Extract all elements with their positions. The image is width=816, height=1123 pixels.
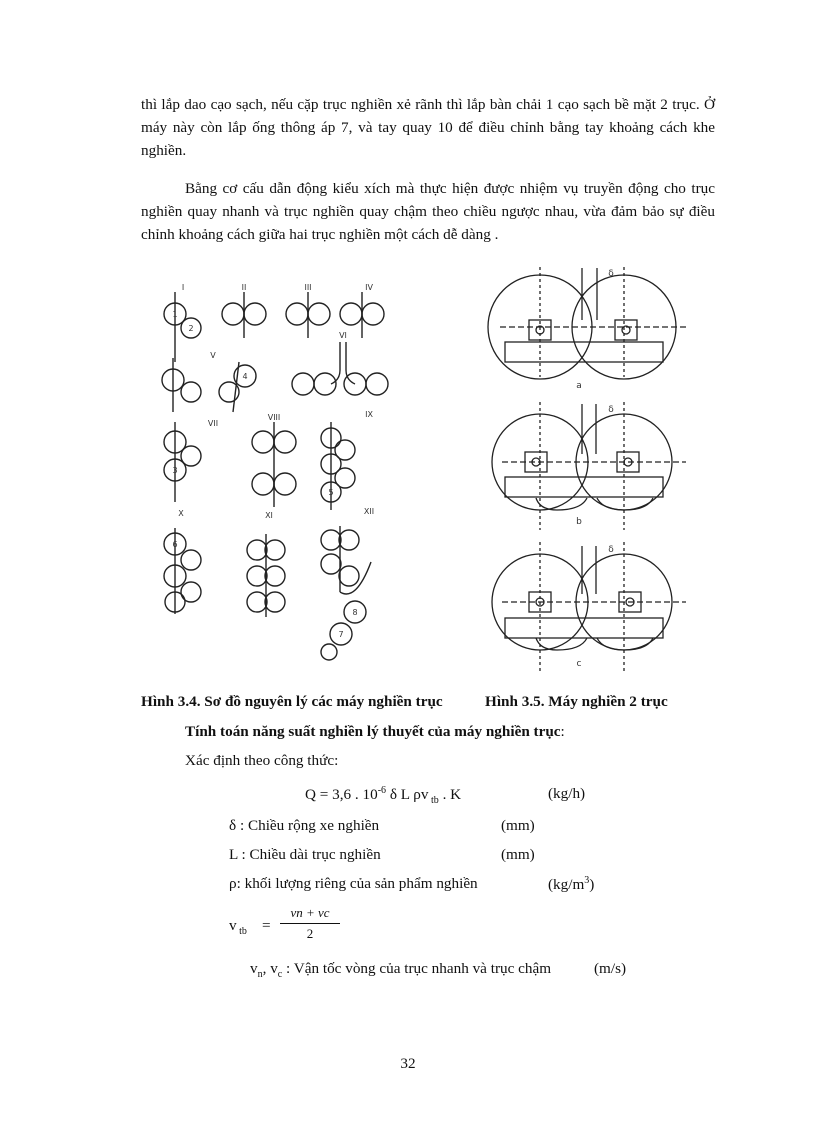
section-heading: Tính toán năng suất nghiền lý thuyết của máy nghiền trục: xyxy=(185,723,565,740)
speed-unit: (m/s) xyxy=(594,960,627,977)
roman-label: VI xyxy=(339,331,347,340)
view-label-b: b xyxy=(576,517,582,527)
roman-label: VII xyxy=(207,419,219,428)
roman-label: IX xyxy=(365,410,373,419)
var-delta: δ : Chiều rộng xe nghiền xyxy=(229,817,380,834)
caption-figure-3-5: Hình 3.5. Máy nghiền 2 trục xyxy=(485,693,668,710)
figure-3-5-two-roller-mill xyxy=(488,267,686,672)
formula-intro: Xác định theo công thức: xyxy=(185,752,339,769)
vtb-lhs: v $_{tb}$ xyxy=(229,917,247,938)
roller-number: 5 xyxy=(328,488,334,497)
paragraph-2: Bằng cơ cấu dẫn động kiểu xích mà thực hiện được nhiệm vụ truyền động cho trục nghiền quay nhanh và trục nghiền quay chậm theo chiều ngược nhau, vừa đảm bảo sự điều chỉnh khoảng cách giữa hai trục nghiền một cách dễ dàng . xyxy=(141,180,715,243)
roman-label: IV xyxy=(365,283,373,292)
var-rho: ρ: khối lượng riêng của sản phẩm nghiền xyxy=(229,875,478,892)
roller-number: 4 xyxy=(242,372,248,381)
vtb-denominator: 2 xyxy=(306,926,314,941)
page-number: 32 xyxy=(400,1055,416,1072)
roman-label: XI xyxy=(265,511,273,520)
roller-number: 3 xyxy=(172,466,178,475)
var-rho-unit: $(kg/m^3)$ xyxy=(548,875,595,894)
delta-label: δ xyxy=(608,545,614,555)
delta-label: δ xyxy=(608,269,614,279)
view-label-c: c xyxy=(576,659,582,669)
var-l-unit: (mm) xyxy=(501,846,535,863)
roman-label: XII xyxy=(363,507,375,516)
roman-label: V xyxy=(210,351,216,360)
paragraph-1: thì lắp dao cạo sạch, nếu cặp trục nghiền xẻ rãnh thì lắp bàn chải 1 cạo sạch bề mặt 2 trục. Ở máy này còn lắp ống thông áp 7, và tay quay 10 để điều chỉnh bằng tay khoảng cách khe nghiền. xyxy=(141,96,715,159)
roller-number: 6 xyxy=(172,540,178,549)
vtb-equals: = xyxy=(262,917,271,934)
view-label-a: a xyxy=(576,381,582,391)
roman-label: II xyxy=(241,283,247,292)
speed-definition: $v_n$, $v_c$ : Vận tốc vòng của trục nhanh và trục chậm xyxy=(250,960,552,981)
vtb-numerator: vn + vc xyxy=(290,905,330,920)
fraction-bar xyxy=(280,923,340,924)
delta-label: δ xyxy=(608,405,614,415)
roller-number: 7 xyxy=(338,630,344,639)
var-delta-unit: (mm) xyxy=(501,817,535,834)
roller-number: 2 xyxy=(188,324,194,333)
roller-number: 8 xyxy=(352,608,358,617)
roman-label: III xyxy=(304,283,312,292)
roman-label: I xyxy=(181,283,185,292)
formula-q: Q = 3,6 . $10^{-6}$ δ L ρv $_{tb}$ . K xyxy=(305,785,462,807)
vtb-fraction xyxy=(280,905,340,942)
caption-figure-3-4: Hình 3.4. Sơ đồ nguyên lý các máy nghiền trục xyxy=(141,693,443,710)
roman-label: VIII xyxy=(267,413,281,422)
figures-area xyxy=(141,262,715,686)
roller-number: 1 xyxy=(172,310,178,319)
var-l: L : Chiều dài trục nghiền xyxy=(229,846,381,863)
roman-label: X xyxy=(178,509,184,518)
formula-q-unit: (kg/h) xyxy=(548,785,586,802)
figure-3-4-roller-schemes xyxy=(141,262,715,686)
